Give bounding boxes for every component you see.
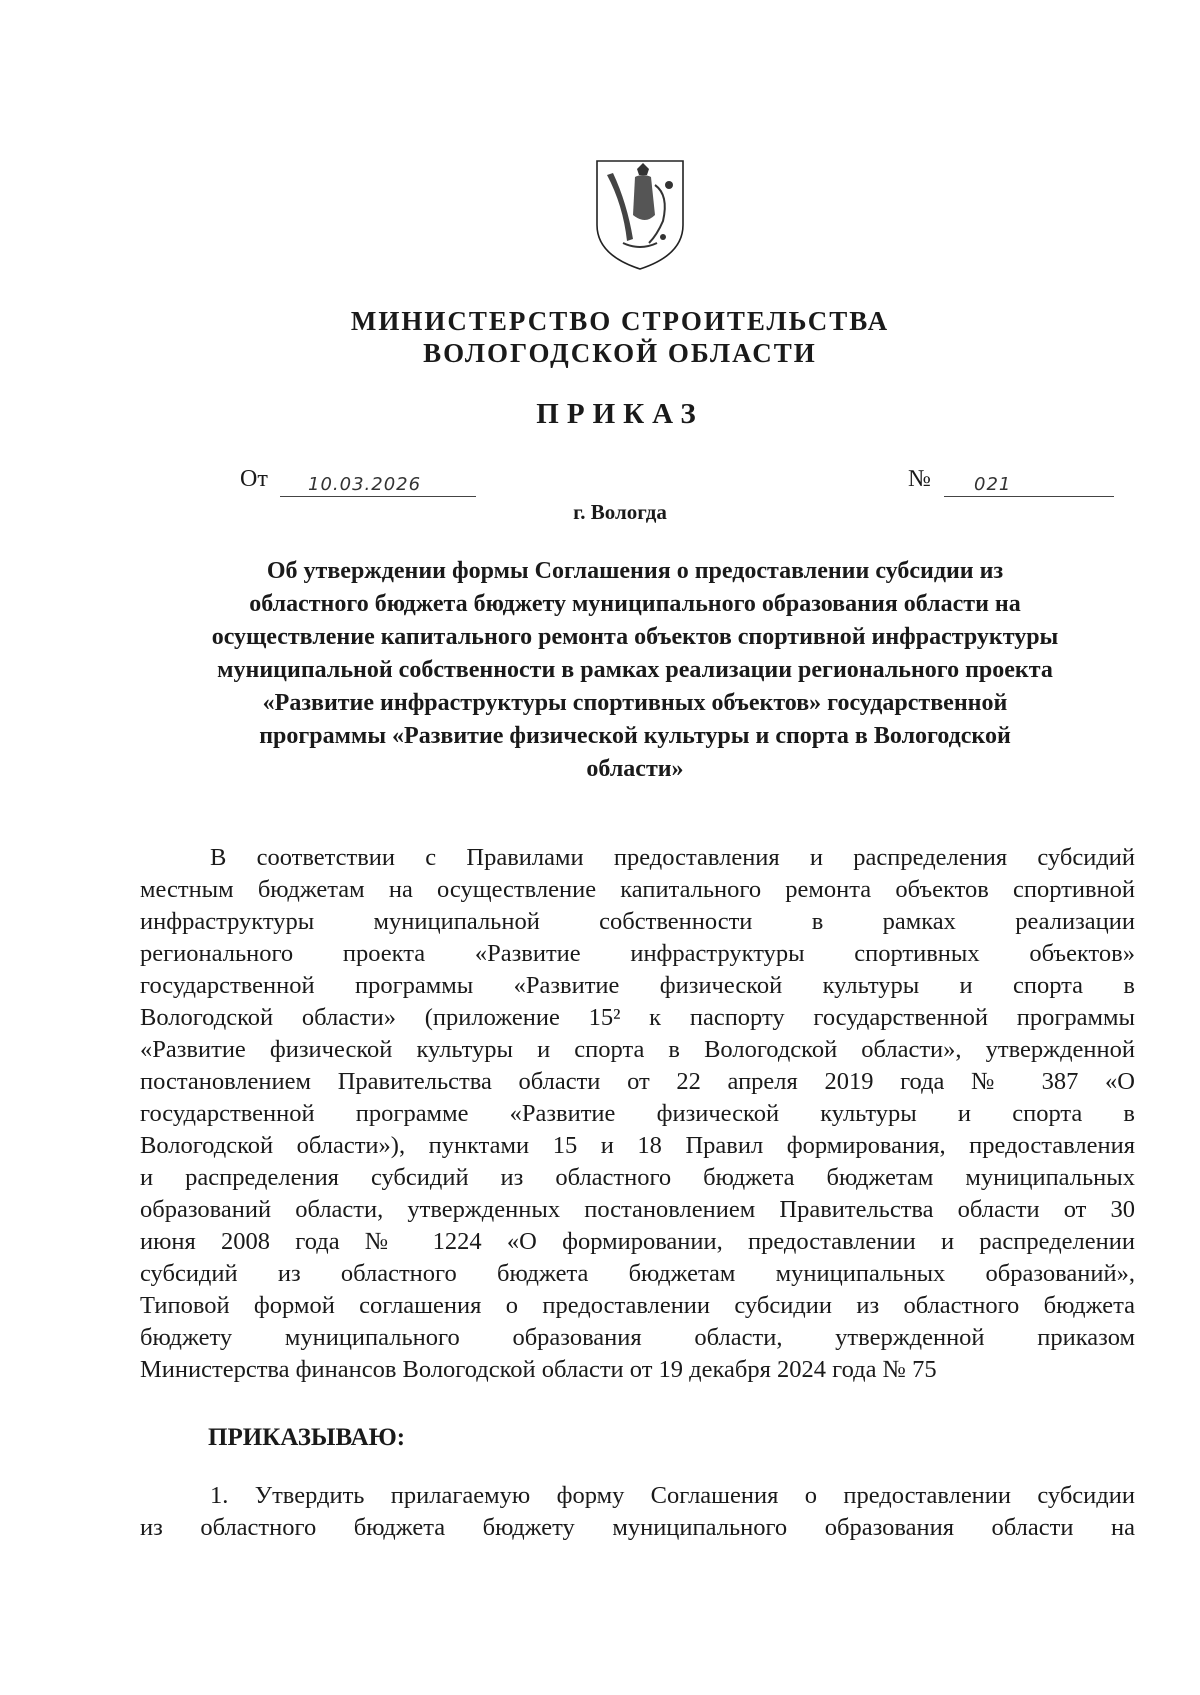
number-value: 021 bbox=[974, 474, 1012, 495]
preamble-line: и распределения субсидий из областного бюджета бюджетам муниципальных bbox=[140, 1164, 1135, 1191]
subject-line: муниципальной собственности в рамках реализации регионального проекта bbox=[217, 657, 1053, 683]
subject-line: области» bbox=[586, 756, 684, 782]
date-value: 10.03.2026 bbox=[308, 474, 422, 495]
preamble-line: Вологодской области» (приложение 15² к паспорту государственной программы bbox=[140, 1004, 1135, 1031]
preamble-line: государственной программы «Развитие физической культуры и спорта в bbox=[140, 972, 1135, 999]
ministry-line-1: МИНИСТЕРСТВО СТРОИТЕЛЬСТВА bbox=[350, 306, 890, 336]
subject-line: Об утверждении формы Соглашения о предоставлении субсидии из bbox=[266, 558, 1004, 584]
coat-of-arms-icon bbox=[593, 155, 687, 273]
subject-line: «Развитие инфраструктуры спортивных объектов» государственной bbox=[262, 690, 1008, 716]
date-field bbox=[280, 472, 476, 497]
number-field bbox=[944, 472, 1114, 497]
date-label: От bbox=[240, 466, 268, 492]
ministry-name bbox=[300, 305, 940, 369]
number-row bbox=[908, 466, 1012, 495]
preamble-line: местным бюджетам на осуществление капитального ремонта объектов спортивной bbox=[140, 876, 1135, 903]
date-row bbox=[240, 466, 422, 495]
order-directive: ПРИКАЗЫВАЮ: bbox=[208, 1424, 406, 1451]
preamble-line: В соответствии с Правилами предоставления и распределения субсидий bbox=[210, 844, 1135, 871]
subject-line: программы «Развитие физической культуры и спорта в Вологодской bbox=[259, 723, 1011, 749]
order-item-1 bbox=[140, 1480, 1135, 1544]
preamble-line: регионального проекта «Развитие инфраструктуры спортивных объектов» bbox=[140, 940, 1135, 967]
preamble-line: Типовой формой соглашения о предоставлении субсидии из областного бюджета bbox=[140, 1292, 1135, 1319]
order-subject bbox=[135, 555, 1135, 786]
subject-line: осуществление капитального ремонта объектов спортивной инфраструктуры bbox=[211, 624, 1059, 650]
preamble-line: Вологодской области»), пунктами 15 и 18 Правил формирования, предоставления bbox=[140, 1132, 1135, 1159]
preamble-line: июня 2008 года № 1224 «О формировании, предоставлении и распределении bbox=[140, 1228, 1135, 1255]
city: г. Вологда bbox=[573, 500, 667, 524]
preamble-line: Министерства финансов Вологодской области от 19 декабря 2024 года № 75 bbox=[140, 1356, 937, 1383]
preamble-line: «Развитие физической культуры и спорта в Вологодской области», утвержденной bbox=[140, 1036, 1135, 1063]
subject-line: областного бюджета бюджету муниципального образования области на bbox=[249, 591, 1021, 617]
item-line: 1. Утвердить прилагаемую форму Соглашения о предоставлении субсидии bbox=[210, 1482, 1135, 1509]
item-line: из областного бюджета бюджету муниципального образования области на bbox=[140, 1514, 1135, 1541]
preamble bbox=[140, 842, 1135, 1386]
preamble-line: образований области, утвержденных постановлением Правительства области от 30 bbox=[140, 1196, 1135, 1223]
preamble-line: инфраструктуры муниципальной собственности в рамках реализации bbox=[140, 908, 1135, 935]
document-type: ПРИКАЗ bbox=[536, 398, 704, 430]
preamble-line: государственной программе «Развитие физической культуры и спорта в bbox=[140, 1100, 1135, 1127]
preamble-line: бюджету муниципального образования области, утвержденной приказом bbox=[140, 1324, 1135, 1351]
number-label: № bbox=[908, 466, 931, 492]
preamble-line: постановлением Правительства области от 22 апреля 2019 года № 387 «О bbox=[140, 1068, 1135, 1095]
preamble-line: субсидий из областного бюджета бюджетам муниципальных образований», bbox=[140, 1260, 1135, 1287]
ministry-line-2: ВОЛОГОДСКОЙ ОБЛАСТИ bbox=[423, 338, 817, 368]
